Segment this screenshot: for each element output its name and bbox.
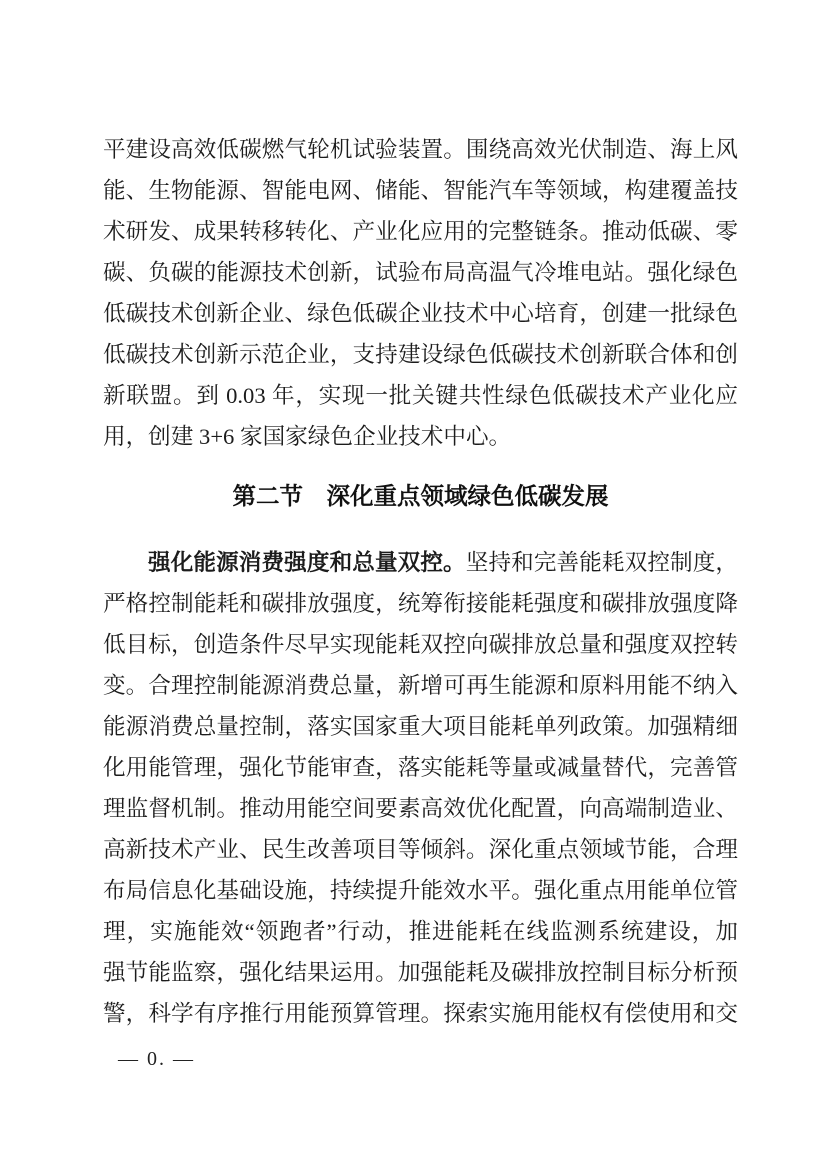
text-line <box>103 542 738 583</box>
text-line: 警，科学有序推行用能预算管理。探索实施用能权有偿使用和交 <box>103 1001 738 1026</box>
page-content <box>103 129 738 1034</box>
section-heading: 第二节 深化重点领域绿色低碳发展 <box>232 483 609 509</box>
text-line: 理监督机制。推动用能空间要素高效优化配置，向高端制造业、 <box>103 796 738 821</box>
text-line: 新联盟。到 0.03 年，实现一批关键共性绿色低碳技术产业化应 <box>103 383 738 408</box>
text-line: 强节能监察，强化结果运用。加强能耗及碳排放控制目标分析预 <box>103 960 738 985</box>
text-line: 低碳技术创新示范企业，支持建设绿色低碳技术创新联合体和创 <box>103 342 738 367</box>
text-line: 能源消费总量控制，落实国家重大项目能耗单列政策。加强精细 <box>103 714 738 739</box>
paragraph-lead-rest: 坚持和完善能耗双控制度， <box>465 550 738 575</box>
text-line: 碳、负碳的能源技术创新，试验布局高温气冷堆电站。强化绿色 <box>103 260 738 285</box>
text-line: 变。合理控制能源消费总量，新增可再生能源和原料用能不纳入 <box>103 673 738 698</box>
text-line: 理，实施能效“领跑者”行动，推进能耗在线监测系统建设，加 <box>103 919 738 944</box>
text-line: 高新技术产业、民生改善项目等倾斜。深化重点领域节能，合理 <box>103 837 738 862</box>
text-line: 用，创建 3+6 家国家绿色企业技术中心。 <box>103 424 512 449</box>
text-line: 平建设高效低碳燃气轮机试验装置。围绕高效光伏制造、海上风 <box>103 137 738 162</box>
paragraph-1 <box>103 129 738 457</box>
paragraph-2 <box>103 542 738 1034</box>
text-line: 化用能管理，强化节能审查，落实能耗等量或减量替代，完善管 <box>103 755 738 780</box>
text-line: 低碳技术创新企业、绿色低碳企业技术中心培育，创建一批绿色 <box>103 301 738 326</box>
text-line: 术研发、成果转移转化、产业化应用的完整链条。推动低碳、零 <box>103 219 738 244</box>
text-line: 能、生物能源、智能电网、储能、智能汽车等领域，构建覆盖技 <box>103 178 738 203</box>
paragraph-lead-bold: 强化能源消费强度和总量双控。 <box>148 550 466 575</box>
text-line: 严格控制能耗和碳排放强度，统筹衔接能耗强度和碳排放强度降 <box>103 591 738 616</box>
text-line: 布局信息化基础设施，持续提升能效水平。强化重点用能单位管 <box>103 878 738 903</box>
page-number: — 0. — <box>118 1048 195 1070</box>
text-line: 低目标，创造条件尽早实现能耗双控向碳排放总量和强度双控转 <box>103 632 738 657</box>
